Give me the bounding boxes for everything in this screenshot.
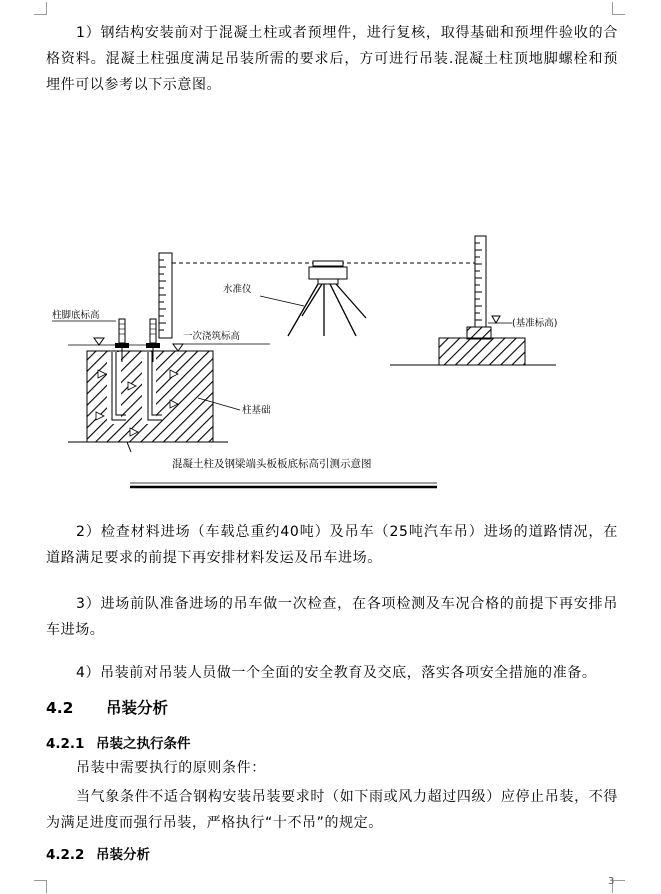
page-corner-mark — [612, 2, 625, 15]
section-heading-4-2-2 — [46, 843, 150, 863]
paragraph-3: 3）进场前队准备进场的吊车做一次检查，在各项检测及车况合格的前提下再安排吊车进场。 — [46, 596, 618, 638]
paragraph-5: 吊装中需要执行的原则条件： — [76, 760, 266, 776]
elevation-diagram — [0, 220, 661, 500]
right-staff — [475, 236, 486, 327]
section-heading-4-2-1 — [46, 732, 191, 752]
section-title: 吊装分析 — [106, 699, 169, 717]
page-corner-mark — [34, 2, 47, 15]
section-title: 吊装之执行条件 — [96, 736, 191, 752]
right-foundation — [439, 338, 525, 365]
diagram-caption: 混凝土柱及钢梁端头板板底标高引测示意图 — [172, 458, 372, 470]
left-staff — [159, 253, 172, 338]
label-column-foot: 柱脚底标高 — [52, 310, 100, 321]
column-foundation — [87, 351, 213, 442]
paragraph-1: 1）钢结构安装前对于混凝土柱或者预埋件，进行复核，取得基础和预埋件验收的合格资料。混凝土柱强度满足吊装所需的要求后，方可进行吊装.混凝土柱顶地脚螺栓和预埋件可以参考以下示意图。 — [46, 25, 618, 93]
section-number: 4.2.2 — [46, 847, 85, 863]
label-first-pour: 一次浇筑标高 — [183, 331, 241, 342]
section-heading-4-2 — [46, 696, 168, 718]
section-number: 4.2 — [46, 699, 74, 717]
label-benchmark: (基准标高) — [512, 318, 558, 329]
right-plinth — [467, 327, 491, 339]
paragraph-6: 当气象条件不适合钢构安装吊装要求时（如下雨或风力超过四级）应停止吊装，不得为满足进度而强行吊装，严格执行“十不吊”的规定。 — [46, 789, 618, 831]
section-title: 吊装分析 — [96, 847, 150, 863]
paragraph-4: 4）吊装前对吊装人员做一个全面的安全教育及交底，落实各项安全措施的准备。 — [76, 665, 597, 681]
page-number: 3 — [608, 876, 615, 887]
paragraph-2: 2）检查材料进场（车载总重约40吨）及吊车（25吨汽车吊）进场的道路情况，在道路满足要求的前提下再安排材料发运及吊车进场。 — [46, 524, 618, 566]
level-instrument — [288, 261, 366, 336]
page-corner-mark — [34, 880, 47, 893]
label-foundation: 柱基础 — [242, 405, 271, 416]
section-number: 4.2.1 — [46, 736, 85, 752]
label-level: 水准仪 — [223, 284, 252, 295]
